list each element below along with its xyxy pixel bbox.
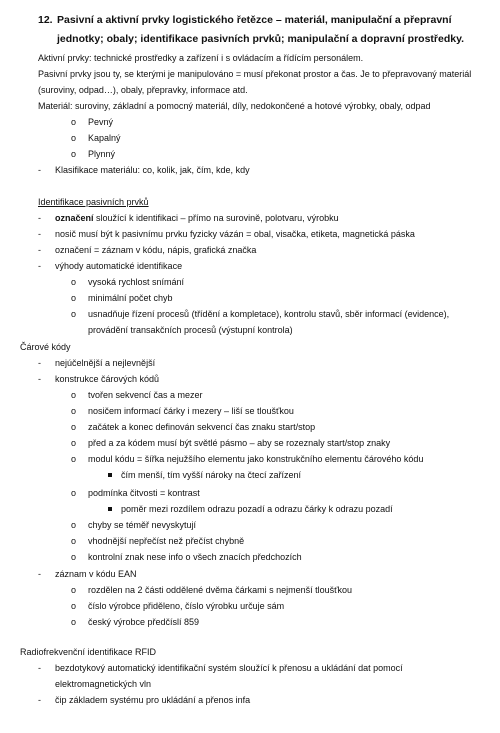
list-item: Kapalný <box>88 133 121 143</box>
list-item: začátek a konec definován sekvencí čas znaku start/stop <box>88 422 316 432</box>
oznaceni-rest: sloužící k identifikaci – přímo na surovině, polotvaru, výrobku <box>93 213 339 223</box>
list-item: vhodnější nepřečíst než přečíst chybně <box>88 536 245 546</box>
list-item: poměr mezi rozdílem odrazu pozadí a odrazu čárky k odrazu pozadí <box>121 504 393 514</box>
list-item: tvořen sekvencí čas a mezer <box>88 390 203 400</box>
list-item: konstrukce čárových kódů <box>55 374 160 384</box>
text-material: Materiál: suroviny, základní a pomocný materiál, díly, nedokončené a hotové výrobky, obaly, odpad <box>38 101 431 111</box>
oznaceni-bold: označení <box>55 213 94 223</box>
list-item: čip základem systému pro ukládání a přenos infa <box>55 695 251 705</box>
circle-bullet: o <box>71 520 77 530</box>
list-item: modul kódu = šířka nejužšího elementu jako konstrukčního elementu čárového kódu <box>88 454 424 464</box>
dash-bullet: - <box>38 695 41 705</box>
dash-bullet: - <box>38 213 41 223</box>
list-item: vysoká rychlost snímání <box>88 277 185 287</box>
dash-bullet: - <box>38 165 41 175</box>
dash-bullet: - <box>38 569 41 579</box>
list-item-continuation: provádění transakčních procesů (výstupní kontrola) <box>88 325 293 335</box>
list-item: nosič musí být k pasivnímu prvku fyzicky vázán = obal, visačka, etiketa, magnetická páska <box>55 229 415 239</box>
circle-bullet: o <box>71 488 77 498</box>
list-item: bezdotykový automatický identifikační systém sloužící k přenosu a ukládání dat pomocí <box>55 663 403 673</box>
circle-bullet: o <box>71 406 77 416</box>
list-item: kontrolní znak nese info o všech znacích předchozích <box>88 552 302 562</box>
circle-bullet: o <box>71 133 77 143</box>
list-item: číslo výrobce přiděleno, číslo výrobku určuje sám <box>88 601 285 611</box>
text-pasivni-2: (suroviny, odpad…), obaly, přepravky, informace atd. <box>38 85 248 95</box>
list-item: označení = záznam v kódu, nápis, grafická značka <box>55 245 257 255</box>
list-item: před a za kódem musí být světlé pásmo – aby se rozeznaly start/stop znaky <box>88 438 391 448</box>
text-aktivni: Aktivní prvky: technické prostředky a zařízení i s ovládacím a řídícím personálem. <box>38 53 364 63</box>
dash-bullet: - <box>38 245 41 255</box>
circle-bullet: o <box>71 117 77 127</box>
text-klasifikace: Klasifikace materiálu: co, kolik, jak, čím, kde, kdy <box>55 165 250 175</box>
square-bullet <box>108 507 112 511</box>
list-item: čím menší, tím vyšší nároky na čtecí zařízení <box>121 470 302 480</box>
circle-bullet: o <box>71 293 77 303</box>
section-title-rfid: Radiofrekvenční identifikace RFID <box>20 647 157 657</box>
section-title-carove-kody: Čárové kódy <box>20 342 71 352</box>
circle-bullet: o <box>71 390 77 400</box>
list-item <box>55 212 339 224</box>
list-item: rozdělen na 2 části oddělené dvěma čárkami s nejmenší tloušťkou <box>88 585 353 595</box>
circle-bullet: o <box>71 454 77 464</box>
dash-bullet: - <box>38 374 41 384</box>
text-pasivni-1: Pasivní prvky jsou ty, se kterými je manipulováno = musí překonat prostor a čas. Je to přepravovaný materiál <box>38 69 472 79</box>
dash-bullet: - <box>38 663 41 673</box>
list-item: usnadňuje řízení procesů (třídění a kompletace), kontrolu stavů, sběr informací (evidence), <box>88 309 450 319</box>
square-bullet <box>108 473 112 477</box>
dash-bullet: - <box>38 261 41 271</box>
list-item: minimální počet chyb <box>88 293 173 303</box>
circle-bullet: o <box>71 149 77 159</box>
circle-bullet: o <box>71 438 77 448</box>
section-title-identifikace: Identifikace pasivních prvků <box>38 197 149 207</box>
circle-bullet: o <box>71 585 77 595</box>
dash-bullet: - <box>38 358 41 368</box>
list-item-continuation: elektromagnetických vln <box>55 679 152 689</box>
list-item: výhody automatické identifikace <box>55 261 183 271</box>
heading-line-1: Pasivní a aktivní prvky logistického řetězce – materiál, manipulační a přepravní <box>57 14 452 26</box>
list-item: nosičem informací čárky i mezery – liší se tloušťkou <box>88 406 294 416</box>
circle-bullet: o <box>71 277 77 287</box>
heading-number: 12. <box>38 14 53 26</box>
list-item: Plynný <box>88 149 116 159</box>
circle-bullet: o <box>71 536 77 546</box>
list-item: Pevný <box>88 117 114 127</box>
list-item: záznam v kódu EAN <box>55 569 137 579</box>
circle-bullet: o <box>71 309 77 319</box>
dash-bullet: - <box>38 229 41 239</box>
list-item: chyby se téměř nevyskytují <box>88 520 197 530</box>
circle-bullet: o <box>71 617 77 627</box>
circle-bullet: o <box>71 552 77 562</box>
circle-bullet: o <box>71 422 77 432</box>
list-item: podmínka čitvosti = kontrast <box>88 488 200 498</box>
list-item: nejúčelnější a nejlevnější <box>55 358 156 368</box>
circle-bullet: o <box>71 601 77 611</box>
list-item: český výrobce předčíslí 859 <box>88 617 200 627</box>
heading-line-2: jednotky; obaly; identifikace pasivních prvků; manipulační a dopravní prostředky. <box>57 33 465 45</box>
